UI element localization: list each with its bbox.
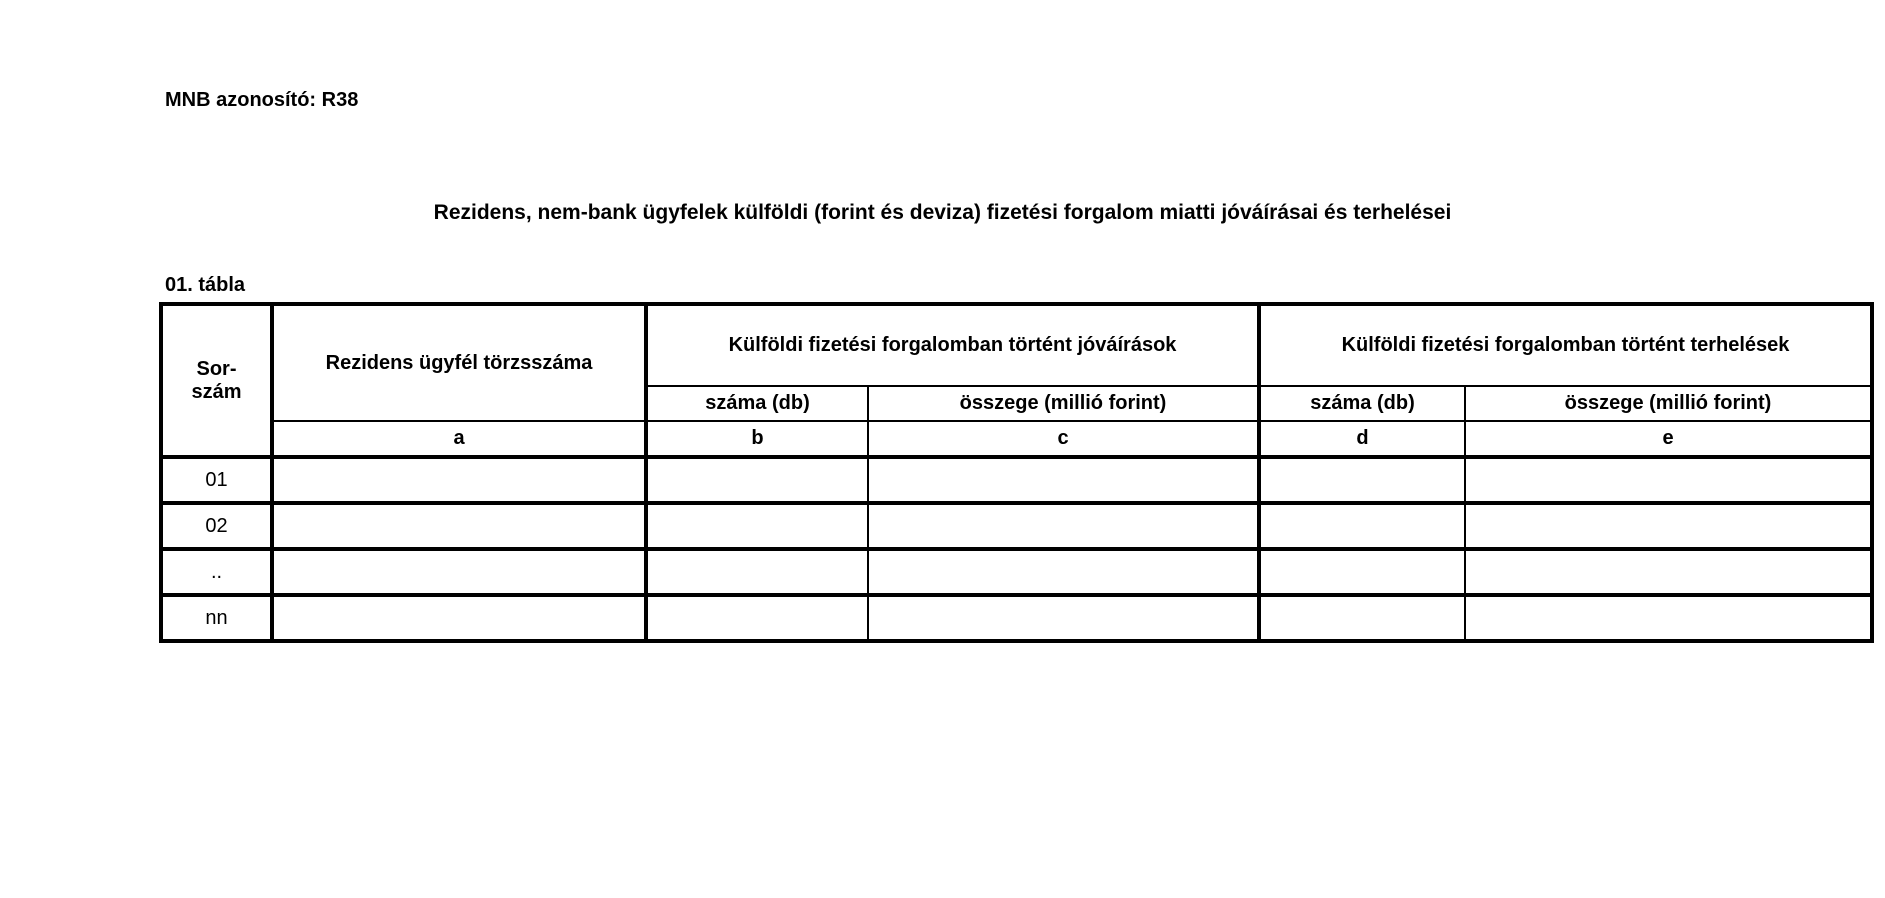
row-number: .. xyxy=(161,549,272,595)
header-sorszam xyxy=(161,304,272,457)
cell-osszege-terheles[interactable] xyxy=(1465,457,1872,503)
cell-szama-terheles[interactable] xyxy=(1259,503,1465,549)
cell-osszege-jovairas[interactable] xyxy=(868,503,1259,549)
letter-e: e xyxy=(1465,421,1872,457)
table-row xyxy=(161,549,1872,595)
row-number: 02 xyxy=(161,503,272,549)
cell-osszege-jovairas[interactable] xyxy=(868,549,1259,595)
header-sorszam-line2: szám xyxy=(191,380,242,403)
header-osszege-terheles: összege (millió forint) xyxy=(1465,386,1872,421)
table-row xyxy=(161,595,1872,641)
letter-b: b xyxy=(646,421,868,457)
header-row-letters xyxy=(161,421,1872,457)
cell-torzsszam[interactable] xyxy=(272,549,646,595)
cell-szama-terheles[interactable] xyxy=(1259,549,1465,595)
cell-szama-terheles[interactable] xyxy=(1259,457,1465,503)
table-label: 01. tábla xyxy=(165,274,246,296)
cell-szama-terheles[interactable] xyxy=(1259,595,1465,641)
table-row xyxy=(161,457,1872,503)
mnb-identifier: MNB azonosító: R38 xyxy=(165,89,359,111)
cell-torzsszam[interactable] xyxy=(272,595,646,641)
header-row-1 xyxy=(161,304,1872,386)
document-title: Rezidens, nem-bank ügyfelek külföldi (forint és deviza) fizetési forgalom miatti jóváírásai és terhelései xyxy=(433,201,1452,224)
header-szama-terheles: száma (db) xyxy=(1259,386,1465,421)
header-osszege-jovairas: összege (millió forint) xyxy=(868,386,1259,421)
cell-osszege-terheles[interactable] xyxy=(1465,549,1872,595)
letter-d: d xyxy=(1259,421,1465,457)
header-szama-jovairas: száma (db) xyxy=(646,386,868,421)
cell-torzsszam[interactable] xyxy=(272,503,646,549)
cell-szama-jovairas[interactable] xyxy=(646,457,868,503)
cell-osszege-jovairas[interactable] xyxy=(868,595,1259,641)
letter-c: c xyxy=(868,421,1259,457)
cell-osszege-terheles[interactable] xyxy=(1465,595,1872,641)
header-sorszam-line1: Sor- xyxy=(196,357,237,380)
row-number: nn xyxy=(161,595,272,641)
cell-osszege-terheles[interactable] xyxy=(1465,503,1872,549)
header-group-terhelesek: Külföldi fizetési forgalomban történt terhelések xyxy=(1259,304,1872,386)
cell-osszege-jovairas[interactable] xyxy=(868,457,1259,503)
report-table xyxy=(159,302,1874,643)
cell-szama-jovairas[interactable] xyxy=(646,595,868,641)
cell-torzsszam[interactable] xyxy=(272,457,646,503)
cell-szama-jovairas[interactable] xyxy=(646,549,868,595)
header-torzsszam: Rezidens ügyfél törzsszáma xyxy=(272,304,646,421)
row-number: 01 xyxy=(161,457,272,503)
table-row xyxy=(161,503,1872,549)
letter-a: a xyxy=(272,421,646,457)
cell-szama-jovairas[interactable] xyxy=(646,503,868,549)
header-group-jovairasok: Külföldi fizetési forgalomban történt jóváírások xyxy=(646,304,1259,386)
